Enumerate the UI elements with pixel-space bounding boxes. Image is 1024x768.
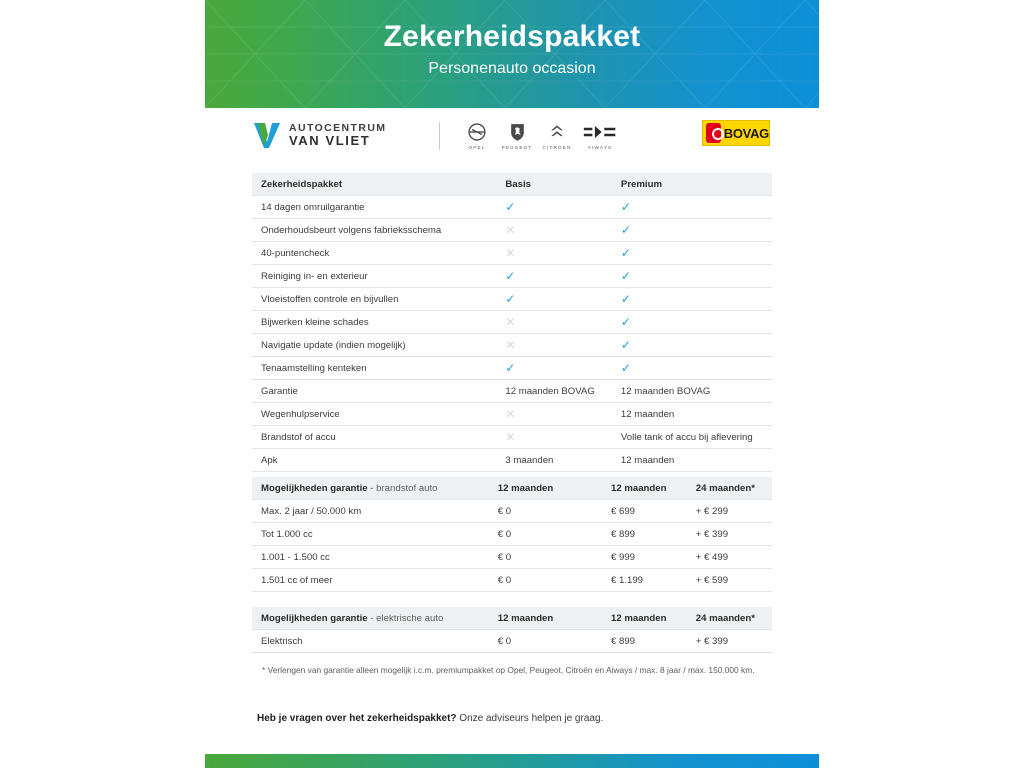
row-label: Elektrisch <box>252 630 489 653</box>
row-label: Onderhoudsbeurt volgens fabrieksschema <box>252 219 496 242</box>
zekerheidspakket-table <box>252 173 772 472</box>
dealer-name-line2: VAN VLIET <box>289 132 371 148</box>
row-label: Brandstof of accu <box>252 426 496 449</box>
cross-icon: ✕ <box>505 314 516 329</box>
row-value-premium: 12 maanden <box>612 449 772 472</box>
table-row <box>252 265 772 288</box>
table-row <box>252 219 772 242</box>
garantie-title: Mogelijkheden garantie <box>261 482 368 494</box>
row-value-c1: € 0 <box>489 546 602 569</box>
dealer-logo <box>252 120 386 150</box>
table-row <box>252 426 772 449</box>
check-icon: ✓ <box>505 268 516 283</box>
marque-aiways <box>577 122 623 150</box>
cross-icon: ✕ <box>505 406 516 421</box>
contact-question-rest: Onze adviseurs helpen je graag. <box>456 713 604 724</box>
marque-peugeot <box>497 122 537 150</box>
row-label: Tot 1.000 cc <box>252 523 489 546</box>
row-label: Bijwerken kleine schades <box>252 311 496 334</box>
row-label: Tenaamstelling kenteken <box>252 357 496 380</box>
marque-opel <box>457 122 497 150</box>
row-label: Vloeistoffen controle en bijvullen <box>252 288 496 311</box>
row-value-c3: + € 599 <box>687 569 772 592</box>
row-label: 1.001 - 1.500 cc <box>252 546 489 569</box>
garantie-subtitle: - elektrische auto <box>367 612 444 624</box>
check-icon: ✓ <box>620 199 631 214</box>
col-header-24m: 24 maanden* <box>687 607 772 630</box>
check-icon: ✓ <box>620 268 631 283</box>
garantie-brandstof-table <box>252 477 772 592</box>
col-header-feature: Zekerheidspakket <box>252 173 496 196</box>
table-row <box>252 311 772 334</box>
marque-label: CITROEN <box>542 145 572 150</box>
table-row <box>252 196 772 219</box>
row-label: Navigatie update (indien mogelijk) <box>252 334 496 357</box>
check-icon: ✓ <box>505 291 516 306</box>
triangle-pattern-icon <box>205 0 819 108</box>
row-label: Max. 2 jaar / 50.000 km <box>252 500 489 523</box>
row-value-c3: + € 399 <box>687 630 772 653</box>
dealer-name-line1: AUTOCENTRUM <box>289 121 387 134</box>
row-value-c2: € 999 <box>602 546 687 569</box>
cross-icon: ✕ <box>505 222 516 237</box>
table-row <box>252 449 772 472</box>
row-value-basis: 3 maanden <box>496 449 612 472</box>
contact-question <box>257 713 603 724</box>
table-row <box>252 242 772 265</box>
cross-icon: ✕ <box>505 337 516 352</box>
row-value-basis: 12 maanden BOVAG <box>496 380 612 403</box>
garantie-title: Mogelijkheden garantie <box>261 612 368 624</box>
bovag-mark-icon <box>706 123 721 143</box>
table-header-row <box>252 173 772 196</box>
col-header-12m-premium: 12 maanden <box>602 607 687 630</box>
row-value-c1: € 0 <box>489 630 602 653</box>
marque-label: OPEL <box>468 145 486 150</box>
cross-icon: ✕ <box>505 429 516 444</box>
bovag-label: BOVAG <box>723 125 769 141</box>
check-icon: ✓ <box>620 291 631 306</box>
table-header-row <box>252 607 772 630</box>
table-row <box>252 334 772 357</box>
col-header-garantie <box>252 477 489 500</box>
table-row <box>252 569 772 592</box>
row-label: Apk <box>252 449 496 472</box>
row-label: Wegenhulpservice <box>252 403 496 426</box>
row-label: Reiniging in- en exterieur <box>252 265 496 288</box>
row-value-c2: € 699 <box>602 500 687 523</box>
row-value-c3: + € 399 <box>687 523 772 546</box>
row-value-c1: € 0 <box>489 569 602 592</box>
col-header-12m-basis: 12 maanden <box>489 607 602 630</box>
header-banner <box>205 0 819 108</box>
col-header-basis: Basis <box>496 173 612 196</box>
cross-icon: ✕ <box>505 245 516 260</box>
row-value-premium: Volle tank of accu bij aflevering <box>612 426 772 449</box>
col-header-premium: Premium <box>612 173 772 196</box>
check-icon: ✓ <box>505 199 516 214</box>
peugeot-lion-icon <box>497 122 537 142</box>
row-value-c2: € 899 <box>602 523 687 546</box>
marque-label: PEUGEOT <box>501 145 533 150</box>
row-value-c3: + € 499 <box>687 546 772 569</box>
footnote: * Verlengen van garantie alleen mogelijk i.c.m. premiumpakket op Opel, Peugeot, Citroën en Aiways / max. 8 jaar / max. 150.000 km. <box>262 665 755 675</box>
dealer-name <box>289 123 386 148</box>
aiways-logo-icon <box>577 122 623 142</box>
col-header-garantie <box>252 607 489 630</box>
marque-label: AIWAYS <box>587 145 613 150</box>
row-value-c1: € 0 <box>489 523 602 546</box>
row-value-c3: + € 299 <box>687 500 772 523</box>
opel-logo-icon <box>457 122 497 142</box>
col-header-24m: 24 maanden* <box>687 477 772 500</box>
table-row <box>252 546 772 569</box>
brand-divider <box>439 122 440 150</box>
page-title: Zekerheidspakket <box>383 20 641 53</box>
row-value-c1: € 0 <box>489 500 602 523</box>
footer-banner <box>205 754 819 768</box>
table-row <box>252 630 772 653</box>
check-icon: ✓ <box>505 360 516 375</box>
garantie-elektrisch-table <box>252 607 772 653</box>
table-row <box>252 380 772 403</box>
row-value-premium: 12 maanden BOVAG <box>612 380 772 403</box>
row-value-c2: € 1.199 <box>602 569 687 592</box>
contact-question-bold: Heb je vragen over het zekerheidspakket? <box>257 713 457 724</box>
row-value-c2: € 899 <box>602 630 687 653</box>
check-icon: ✓ <box>620 222 631 237</box>
row-value-premium: 12 maanden <box>612 403 772 426</box>
table-row <box>252 523 772 546</box>
row-label: 1.501 cc of meer <box>252 569 489 592</box>
marque-citroen <box>537 122 577 150</box>
table-header-row <box>252 477 772 500</box>
citroen-chevrons-icon <box>537 122 577 142</box>
table-row <box>252 403 772 426</box>
table-row <box>252 357 772 380</box>
table-row <box>252 500 772 523</box>
row-label: 40-puntencheck <box>252 242 496 265</box>
check-icon: ✓ <box>620 360 631 375</box>
check-icon: ✓ <box>620 314 631 329</box>
col-header-12m-premium: 12 maanden <box>602 477 687 500</box>
page-subtitle: Personenauto occasion <box>428 60 596 77</box>
brand-row <box>252 120 772 162</box>
garantie-subtitle: - brandstof auto <box>367 482 438 494</box>
col-header-12m-basis: 12 maanden <box>489 477 602 500</box>
check-icon: ✓ <box>620 245 631 260</box>
van-vliet-mark-icon <box>252 120 282 150</box>
row-label: Garantie <box>252 380 496 403</box>
table-row <box>252 288 772 311</box>
check-icon: ✓ <box>620 337 631 352</box>
bovag-badge <box>702 120 770 146</box>
row-label: 14 dagen omruilgarantie <box>252 196 496 219</box>
